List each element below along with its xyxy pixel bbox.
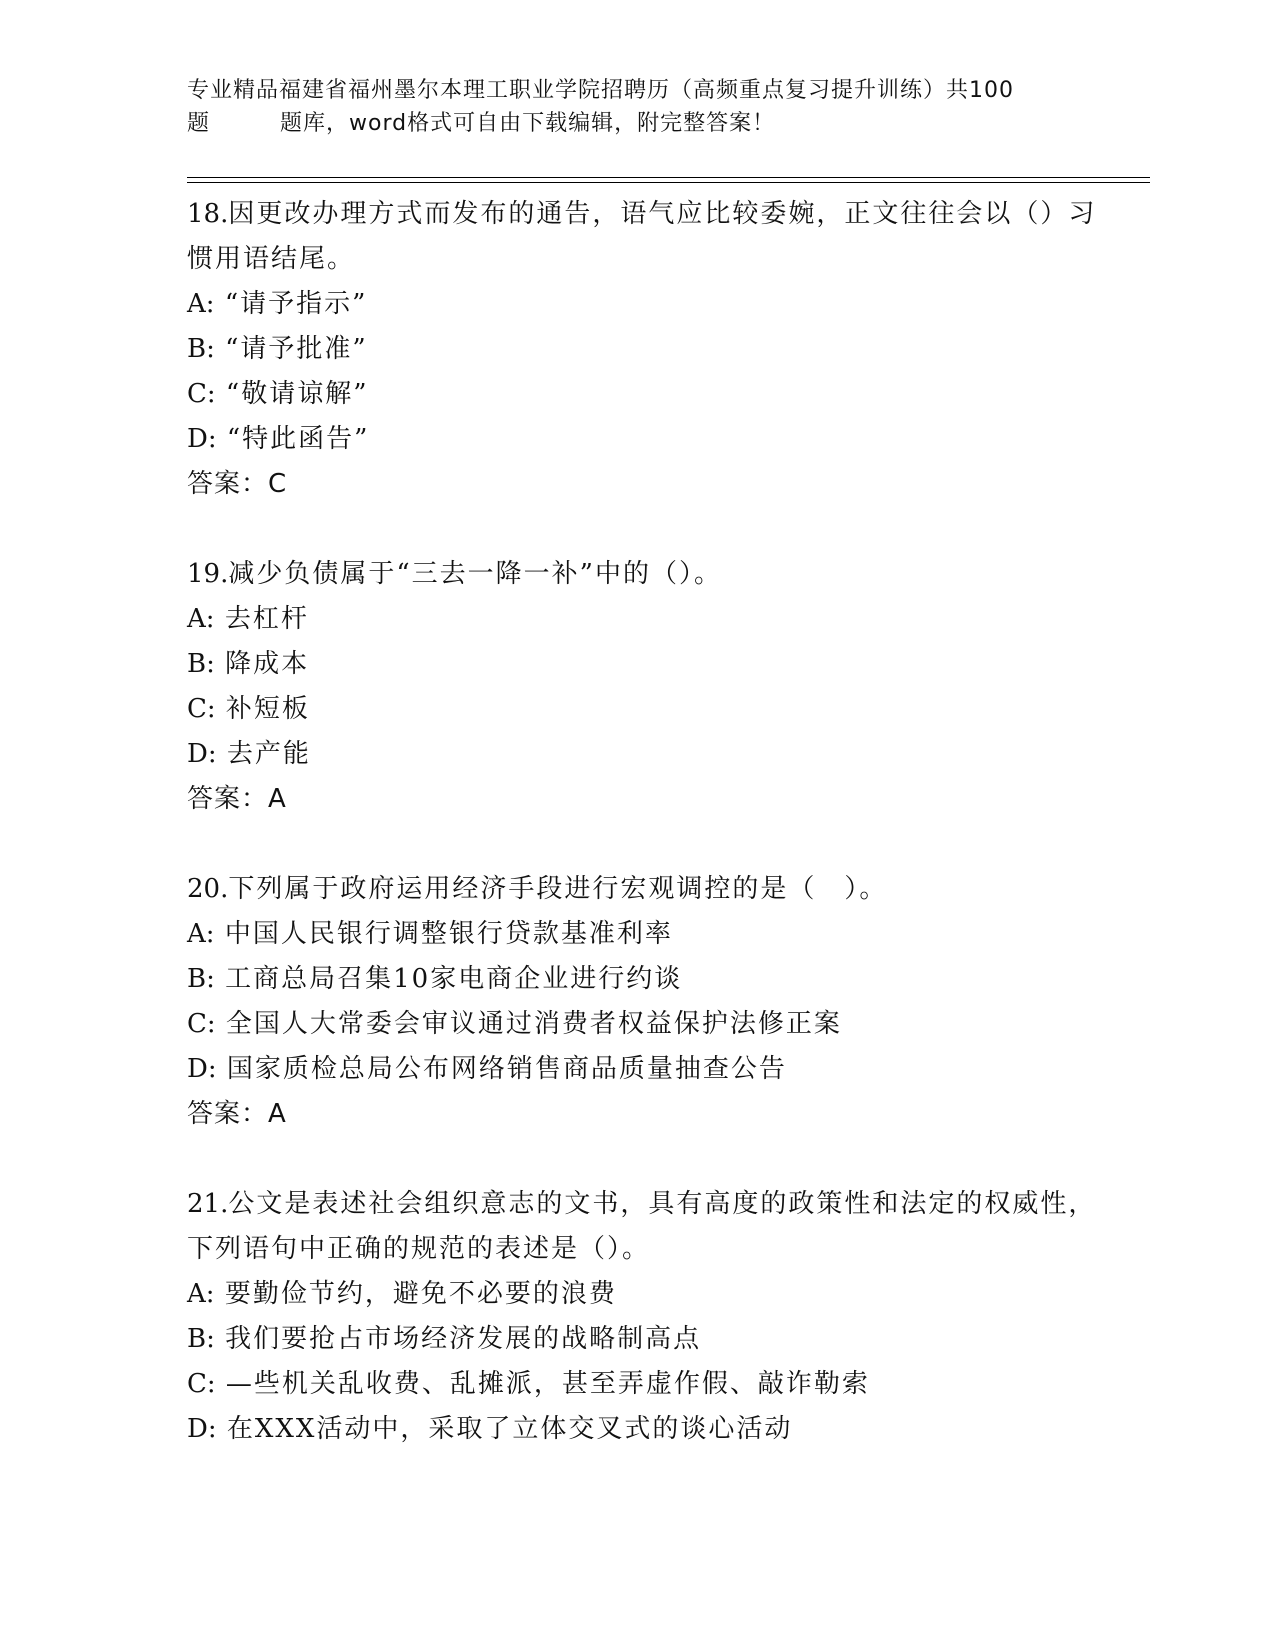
- option-letter: B:: [187, 649, 215, 679]
- question-stem: [187, 192, 1107, 282]
- option-a: [187, 912, 1107, 957]
- option-b: [187, 327, 1107, 372]
- header-line-2-rest: 题库，word格式可自由下载编辑，附完整答案！: [280, 111, 776, 136]
- option-d: [187, 1047, 1107, 1092]
- option-letter: A:: [187, 289, 215, 319]
- document-header: [187, 74, 1087, 140]
- option-text: “特此函告”: [226, 424, 370, 454]
- option-c: [187, 1362, 1107, 1407]
- option-letter: A:: [187, 1279, 215, 1309]
- question-number: 19.: [187, 559, 229, 589]
- answer-line: [187, 1092, 1107, 1137]
- option-text: —些机关乱收费、乱摊派，甚至弄虚作假、敲诈勒索: [225, 1369, 870, 1399]
- option-text: 去杠杆: [224, 604, 309, 634]
- header-line-1: 专业精品福建省福州墨尔本理工职业学院招聘历（高频重点复习提升训练）共100: [187, 78, 1014, 103]
- option-text: 降成本: [225, 649, 310, 679]
- question-number: 20.: [187, 874, 229, 904]
- question-stem: [187, 552, 1107, 597]
- header-line-2-start: 题: [187, 111, 211, 136]
- option-b: [187, 957, 1107, 1002]
- option-d: [187, 1407, 1107, 1452]
- question-20: [187, 867, 1107, 1137]
- option-letter: D:: [187, 739, 217, 769]
- option-letter: C:: [187, 1009, 216, 1039]
- option-letter: D:: [187, 1414, 217, 1444]
- header-divider-bottom: [187, 182, 1150, 183]
- question-text: 下列属于政府运用经济手段进行宏观调控的是（ ）。: [228, 874, 888, 904]
- option-letter: A:: [187, 919, 215, 949]
- option-letter: C:: [187, 379, 216, 409]
- answer-label: 答案：: [187, 1099, 269, 1129]
- option-letter: A:: [187, 604, 215, 634]
- option-d: [187, 417, 1107, 462]
- answer-label: 答案：: [187, 469, 269, 499]
- answer-label: 答案：: [187, 784, 269, 814]
- option-a: [187, 282, 1107, 327]
- option-text: “请予指示”: [224, 289, 368, 319]
- option-text: “敬请谅解”: [225, 379, 369, 409]
- question-18: [187, 192, 1107, 507]
- answer-value: A: [268, 1099, 287, 1129]
- option-c: [187, 372, 1107, 417]
- question-stem: [187, 1182, 1107, 1272]
- option-text: “请予批准”: [225, 334, 368, 364]
- option-letter: B:: [187, 1324, 215, 1354]
- question-19: [187, 552, 1107, 822]
- option-b: [187, 642, 1107, 687]
- option-text: 补短板: [225, 694, 310, 724]
- option-b: [187, 1317, 1107, 1362]
- option-c: [187, 1002, 1107, 1047]
- question-21: [187, 1182, 1107, 1452]
- question-number: 21.: [187, 1189, 229, 1219]
- header-line-2: [187, 107, 1087, 140]
- question-text: 减少负债属于“三去一降一补”中的（）。: [228, 559, 722, 589]
- question-list: [187, 192, 1107, 1497]
- option-text: 中国人民银行调整银行贷款基准利率: [224, 919, 673, 949]
- option-letter: C:: [187, 1369, 216, 1399]
- answer-line: [187, 462, 1107, 507]
- option-letter: B:: [187, 334, 215, 364]
- option-text: 去产能: [226, 739, 311, 769]
- question-text: 公文是表述社会组织意志的文书，具有高度的政策性和法定的权威性，下列语句中正确的规范的表述是（）。: [187, 1189, 1097, 1264]
- question-number: 18.: [187, 199, 229, 229]
- option-c: [187, 687, 1107, 732]
- answer-value: A: [268, 784, 287, 814]
- option-text: 工商总局召集10家电商企业进行约谈: [225, 964, 683, 994]
- option-text: 要勤俭节约，避免不必要的浪费: [224, 1279, 617, 1309]
- option-letter: B:: [187, 964, 215, 994]
- option-a: [187, 1272, 1107, 1317]
- option-letter: D:: [187, 424, 217, 454]
- option-letter: C:: [187, 694, 216, 724]
- question-stem: [187, 867, 1107, 912]
- answer-line: [187, 777, 1107, 822]
- answer-value: C: [268, 469, 288, 499]
- option-text: 在XXX活动中，采取了立体交叉式的谈心活动: [226, 1414, 793, 1444]
- question-text: 因更改办理方式而发布的通告，语气应比较委婉，正文往往会以（）习惯用语结尾。: [187, 199, 1097, 274]
- option-a: [187, 597, 1107, 642]
- option-letter: D:: [187, 1054, 217, 1084]
- option-text: 全国人大常委会审议通过消费者权益保护法修正案: [225, 1009, 842, 1039]
- header-divider-top: [187, 177, 1150, 178]
- option-d: [187, 732, 1107, 777]
- option-text: 国家质检总局公布网络销售商品质量抽查公告: [226, 1054, 787, 1084]
- option-text: 我们要抢占市场经济发展的战略制高点: [225, 1324, 702, 1354]
